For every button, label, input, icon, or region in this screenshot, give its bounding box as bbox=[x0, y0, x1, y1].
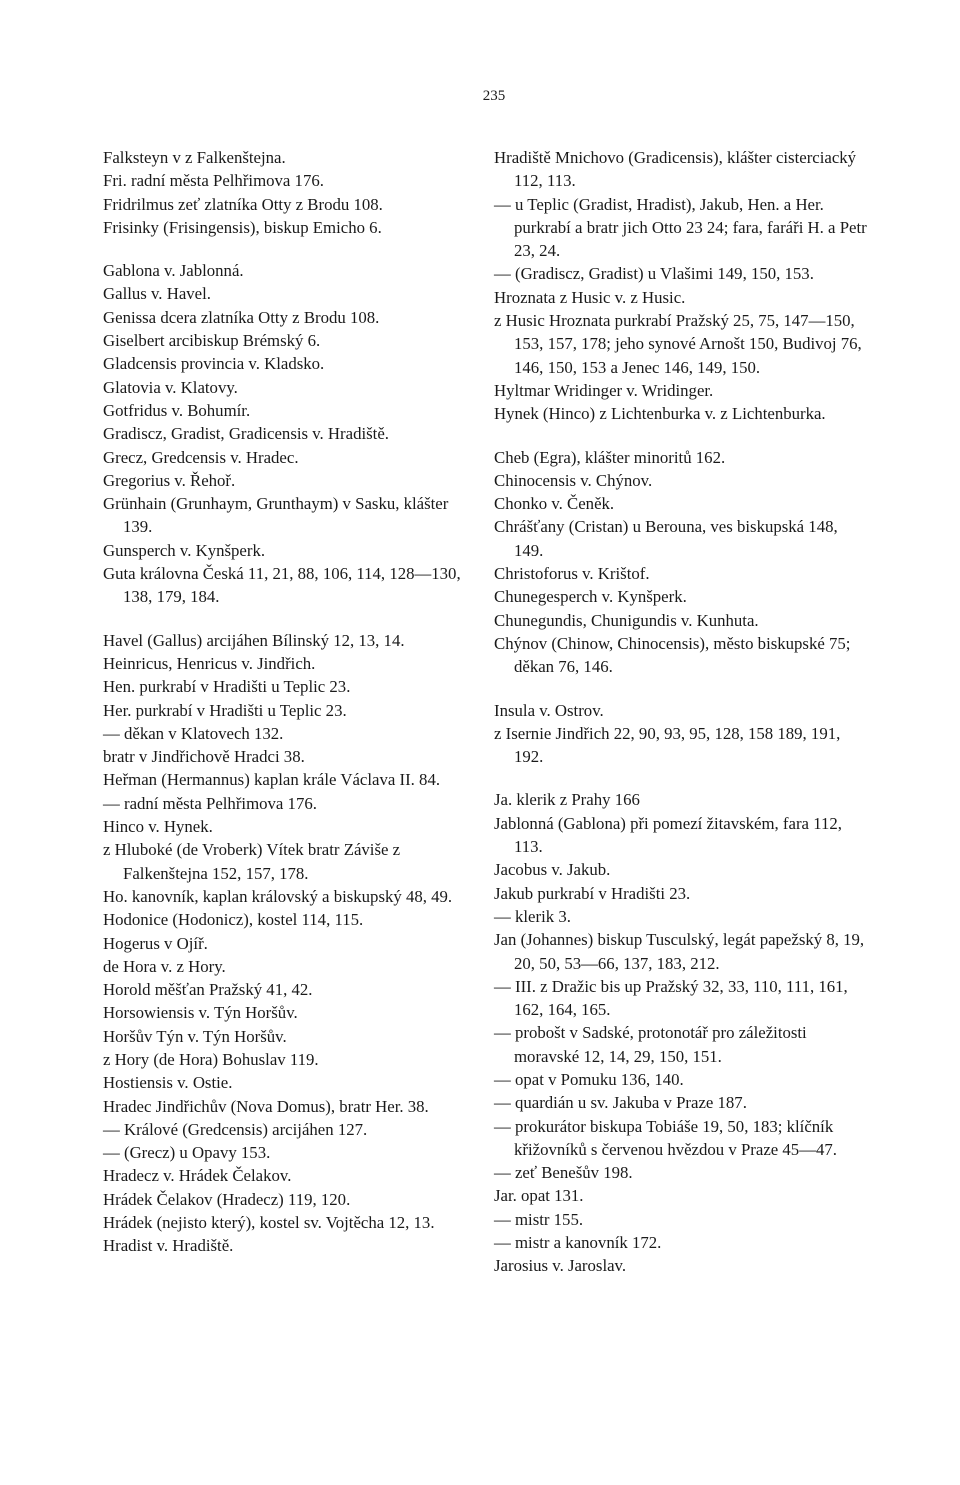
index-entry: Hradec Jindřichův (Nova Domus), bratr Her. 38. bbox=[103, 1096, 429, 1116]
index-entry: Horšův Týn v. Týn Horšův. bbox=[103, 1026, 287, 1046]
index-entry: Her. purkrabí v Hradišti u Teplic 23. bbox=[103, 700, 347, 720]
index-entry: Gladcensis provincia v. Kladsko. bbox=[103, 354, 325, 374]
index-column-right bbox=[494, 146, 870, 1278]
index-entry: bratr v Jindřichově Hradci 38. bbox=[103, 747, 305, 767]
index-entry: Cheb (Egra), klášter minoritů 162. bbox=[494, 447, 726, 467]
index-entry: Hynek (Hinco) z Lichtenburka v. z Lichtenburka. bbox=[494, 404, 826, 424]
index-entry: Gallus v. Havel. bbox=[103, 284, 211, 304]
index-entry: Jarosius v. Jaroslav. bbox=[494, 1256, 627, 1276]
index-column-left bbox=[103, 146, 475, 1258]
index-entry: Gregorius v. Řehoř. bbox=[103, 470, 236, 490]
index-entry: — klerik 3. bbox=[494, 906, 571, 926]
section-gap bbox=[494, 426, 870, 446]
index-entry: — děkan v Klatovech 132. bbox=[103, 723, 284, 743]
index-entry: Jacobus v. Jakub. bbox=[494, 860, 611, 880]
page-number: 235 bbox=[482, 88, 506, 104]
index-entry: Fri. radní města Pelhřimova 176. bbox=[103, 171, 324, 191]
index-entry: Jar. opat 131. bbox=[494, 1186, 584, 1206]
index-entry: de Hora v. z Hory. bbox=[103, 956, 226, 976]
index-entry: Hrádek Čelakov (Hradecz) 119, 120. bbox=[103, 1189, 351, 1209]
index-entry: Horsowiensis v. Týn Horšův. bbox=[103, 1003, 298, 1023]
section-gap bbox=[494, 679, 870, 699]
index-entry: Gradiscz, Gradist, Gradicensis v. Hradiště. bbox=[103, 424, 389, 444]
index-entry: Hroznata z Husic v. z Husic. bbox=[494, 287, 686, 307]
index-entry: z Husic Hroznata purkrabí Pražský 25, 75, 147—150, 153, 157, 178; jeho synové Arnošt 150, Budivoj 76, 146, 150, 153 a Jenec 146, 149, 150. bbox=[494, 311, 862, 377]
index-entry: — zeť Benešův 198. bbox=[494, 1163, 633, 1183]
index-entry: Hradiště Mnichovo (Gradicensis), klášter cisterciacký 112, 113. bbox=[494, 148, 857, 191]
section-gap bbox=[103, 609, 475, 629]
index-entry: Hradist v. Hradiště. bbox=[103, 1236, 234, 1256]
index-entry: — Králové (Gredcensis) arcijáhen 127. bbox=[103, 1119, 368, 1139]
index-entry: — u Teplic (Gradist, Hradist), Jakub, Hen. a Her. purkrabí a bratr jich Otto 23 24; fara, faráři H. a Petr 23, 24. bbox=[494, 194, 867, 261]
index-entry: — prokurátor biskupa Tobiáše 19, 50, 183; klíčník křižovníků s červenou hvězdou v Praze 45—47. bbox=[494, 1116, 837, 1159]
index-entry: Fridrilmus zeť zlatníka Otty z Brodu 108. bbox=[103, 194, 383, 214]
section-gap bbox=[494, 768, 870, 788]
index-entry: z Isernie Jindřich 22, 90, 93, 95, 128, 158 189, 191, 192. bbox=[494, 723, 841, 767]
index-entry: Horold měšťan Pražský 41, 42. bbox=[103, 980, 313, 1000]
index-entry: Chrášťany (Cristan) u Berouna, ves biskupská 148, 149. bbox=[494, 517, 838, 560]
index-entry: Glatovia v. Klatovy. bbox=[103, 377, 238, 397]
index-entry: z Hory (de Hora) Bohuslav 119. bbox=[103, 1049, 319, 1069]
index-entry: Falksteyn v z Falkenštejna. bbox=[103, 148, 286, 167]
index-entry: Giselbert arcibiskup Brémský 6. bbox=[103, 331, 321, 351]
index-entry: Jablonná (Gablona) při pomezí žitavském, fara 112, 113. bbox=[494, 813, 842, 857]
index-entry: — probošt v Sadské, protonotář pro záležitosti moravské 12, 14, 29, 150, 151. bbox=[494, 1023, 807, 1066]
index-entry: — opat v Pomuku 136, 140. bbox=[494, 1069, 684, 1089]
index-entry: — III. z Dražic bis up Pražský 32, 33, 110, 111, 161, 162, 164, 165. bbox=[494, 976, 848, 1020]
index-entry: Hostiensis v. Ostie. bbox=[103, 1073, 233, 1093]
index-entry: Havel (Gallus) arcijáhen Bílinský 12, 13, 14. bbox=[103, 630, 405, 650]
index-entry: Hrádek (nejisto který), kostel sv. Vojtěcha 12, 13. bbox=[103, 1213, 435, 1233]
index-entry: Hen. purkrabí v Hradišti u Teplic 23. bbox=[103, 677, 351, 697]
index-entry: Ho. kanovník, kaplan královský a biskupský 48, 49. bbox=[103, 886, 453, 906]
index-entry: — mistr a kanovník 172. bbox=[494, 1233, 662, 1253]
index-entry: Hinco v. Hynek. bbox=[103, 817, 213, 837]
index-entry: Hodonice (Hodonicz), kostel 114, 115. bbox=[103, 910, 364, 930]
index-entry: Guta královna Česká 11, 21, 88, 106, 114, 128—130, 138, 179, 184. bbox=[103, 564, 461, 607]
index-entry: — (Grecz) u Opavy 153. bbox=[103, 1143, 271, 1163]
index-entry: — radní města Pelhřimova 176. bbox=[103, 793, 317, 813]
index-entry: Gablona v. Jablonná. bbox=[103, 261, 244, 281]
index-entry: Chýnov (Chinow, Chinocensis), město biskupské 75; děkan 76, 146. bbox=[494, 633, 851, 677]
index-entry: Hogerus v Ojíř. bbox=[103, 933, 208, 953]
index-entry: Ja. klerik z Prahy 166 bbox=[494, 790, 640, 810]
index-entry: Chinocensis v. Chýnov. bbox=[494, 470, 653, 490]
index-entry: Chunegesperch v. Kynšperk. bbox=[494, 587, 687, 607]
index-entry: — (Gradiscz, Gradist) u Vlašimi 149, 150, 153. bbox=[494, 264, 814, 284]
index-entry: Chonko v. Čeněk. bbox=[494, 494, 615, 514]
index-entry: Gunsperch v. Kynšperk. bbox=[103, 540, 266, 560]
index-entry: Genissa dcera zlatníka Otty z Brodu 108. bbox=[103, 307, 380, 327]
index-entry: — quardián u sv. Jakuba v Praze 187. bbox=[494, 1093, 747, 1113]
index-entry: — mistr 155. bbox=[494, 1209, 584, 1229]
index-entry: Grünhain (Grunhaym, Grunthaym) v Sasku, klášter 139. bbox=[103, 494, 449, 537]
index-entry: Heinricus, Henricus v. Jindřich. bbox=[103, 653, 316, 673]
index-entry: Christoforus v. Krištof. bbox=[494, 564, 650, 584]
index-entry: Gotfridus v. Bohumír. bbox=[103, 400, 251, 420]
index-entry: Frisinky (Frisingensis), biskup Emicho 6. bbox=[103, 217, 382, 237]
index-entry: Grecz, Gredcensis v. Hradec. bbox=[103, 447, 299, 467]
index-entry: Heřman (Hermannus) kaplan krále Václava II. 84. bbox=[103, 770, 441, 790]
section-gap bbox=[103, 239, 475, 259]
index-entry: Jakub purkrabí v Hradišti 23. bbox=[494, 883, 691, 903]
index-entry: Hyltmar Wridinger v. Wridinger. bbox=[494, 380, 714, 400]
index-entry: z Hluboké (de Vroberk) Vítek bratr Záviše z Falkenštejna 152, 157, 178. bbox=[103, 840, 401, 883]
index-entry: Hradecz v. Hrádek Čelakov. bbox=[103, 1166, 292, 1186]
index-entry: Insula v. Ostrov. bbox=[494, 700, 604, 720]
index-entry: Chunegundis, Chunigundis v. Kunhuta. bbox=[494, 610, 759, 630]
index-entry: Jan (Johannes) biskup Tusculský, legát papežský 8, 19, 20, 50, 53—66, 137, 183, 212. bbox=[494, 930, 865, 973]
